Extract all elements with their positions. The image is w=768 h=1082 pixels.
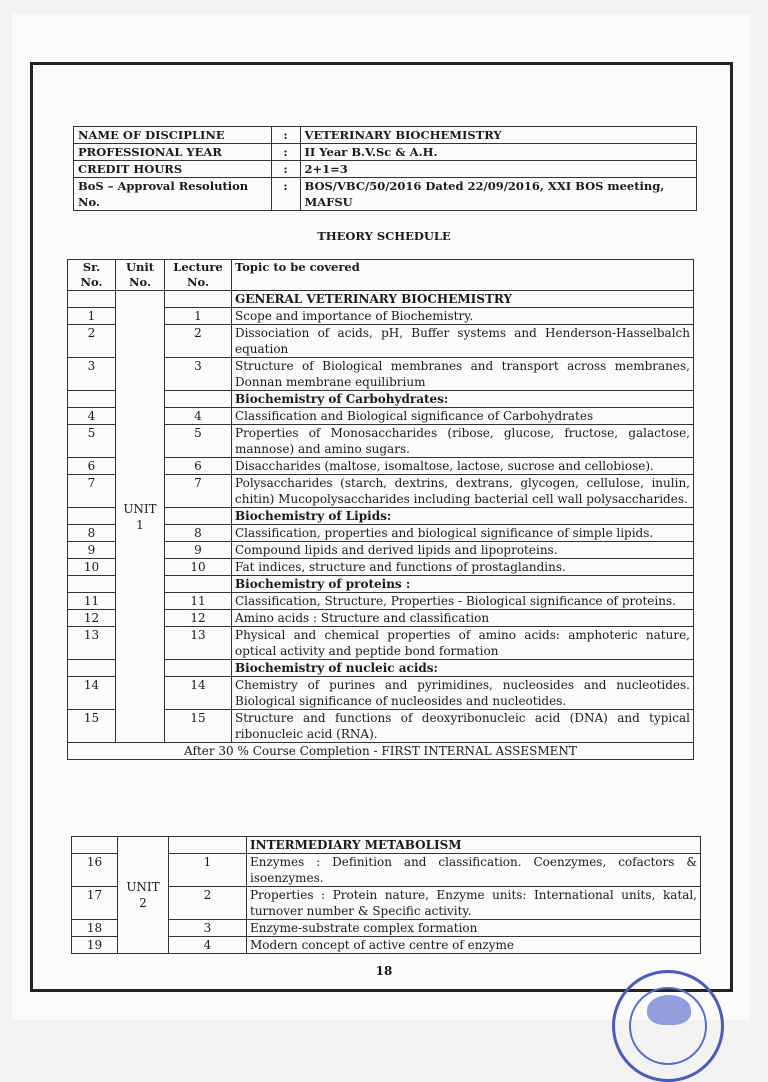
lecture-no-cell: 2 (169, 887, 247, 920)
sr-no-cell (68, 660, 116, 677)
sr-no-cell: 4 (68, 408, 116, 425)
sr-no-cell: 13 (68, 627, 116, 660)
section-heading-row (72, 837, 701, 854)
lecture-no-cell (165, 291, 232, 308)
info-colon: : (271, 161, 300, 178)
topic-cell: Polysaccharides (starch, dextrins, dextrans, glycogen, cellulose, inulin, chitin) Mucopolysaccharides including bacterial cell wall polysaccharides. (232, 475, 694, 508)
header-lecture-no: Lecture No. (165, 260, 232, 291)
topic-cell: Classification, Structure, Properties - Biological significance of proteins. (232, 593, 694, 610)
info-row (74, 127, 697, 144)
lecture-no-cell: 3 (169, 920, 247, 937)
topic-cell: Amino acids : Structure and classification (232, 610, 694, 627)
info-colon: : (271, 178, 300, 211)
seal-emblem (647, 995, 691, 1025)
topic-cell: Enzyme-substrate complex formation (247, 920, 701, 937)
internal-assessment-note: After 30 % Course Completion - FIRST INTERNAL ASSESMENT (68, 743, 694, 760)
sr-no-cell: 11 (68, 593, 116, 610)
lecture-no-cell (165, 391, 232, 408)
lecture-no-cell (169, 837, 247, 854)
discipline-info-table (73, 126, 697, 211)
sr-no-cell: 2 (68, 325, 116, 358)
info-row (74, 161, 697, 178)
topic-cell: Chemistry of purines and pyrimidines, nucleosides and nucleotides. Biological significance of nucleosides and nucleotides. (232, 677, 694, 710)
lecture-no-cell: 15 (165, 710, 232, 743)
lecture-no-cell: 1 (169, 854, 247, 887)
lecture-no-cell: 2 (165, 325, 232, 358)
lecture-no-cell (165, 576, 232, 593)
topic-cell: Properties : Protein nature, Enzyme units: International units, katal, turnover number & Specific activity. (247, 887, 701, 920)
sr-no-cell: 7 (68, 475, 116, 508)
lecture-no-cell (165, 660, 232, 677)
lecture-no-cell: 11 (165, 593, 232, 610)
lecture-no-cell: 13 (165, 627, 232, 660)
sr-no-cell (68, 291, 116, 308)
lecture-no-cell: 7 (165, 475, 232, 508)
info-label: BoS – Approval Resolution No. (74, 178, 272, 211)
topic-cell: Classification and Biological significance of Carbohydrates (232, 408, 694, 425)
internal-assessment-row (68, 743, 694, 760)
sr-no-cell: 10 (68, 559, 116, 576)
header-topic: Topic to be covered (232, 260, 694, 291)
sr-no-cell: 14 (68, 677, 116, 710)
intermediary-metabolism-table (71, 836, 701, 954)
lecture-no-cell: 6 (165, 458, 232, 475)
section-heading-row (68, 291, 694, 308)
topic-cell: Structure and functions of deoxyribonucleic acid (DNA) and typical ribonucleic acid (RNA). (232, 710, 694, 743)
header-unit-no: Unit No. (116, 260, 165, 291)
topic-cell: Dissociation of acids, pH, Buffer systems and Henderson-Hasselbalch equation (232, 325, 694, 358)
sr-no-cell (68, 508, 116, 525)
schedule-title: THEORY SCHEDULE (317, 229, 451, 243)
lecture-no-cell: 3 (165, 358, 232, 391)
section-heading: INTERMEDIARY METABOLISM (247, 837, 701, 854)
section-heading: Biochemistry of proteins : (232, 576, 694, 593)
table-header-row (68, 260, 694, 291)
lecture-no-cell: 9 (165, 542, 232, 559)
sr-no-cell: 16 (72, 854, 118, 887)
sr-no-cell: 12 (68, 610, 116, 627)
header-sr-no: Sr. No. (68, 260, 116, 291)
topic-cell: Classification, properties and biological significance of simple lipids. (232, 525, 694, 542)
sr-no-cell: 3 (68, 358, 116, 391)
topic-cell: Structure of Biological membranes and transport across membranes, Donnan membrane equilibrium (232, 358, 694, 391)
lecture-no-cell: 4 (165, 408, 232, 425)
sr-no-cell (72, 837, 118, 854)
info-label: PROFESSIONAL YEAR (74, 144, 272, 161)
section-heading: Biochemistry of Carbohydrates: (232, 391, 694, 408)
sr-no-cell: 8 (68, 525, 116, 542)
topic-cell: Properties of Monosaccharides (ribose, glucose, fructose, galactose, mannose) and amino sugars. (232, 425, 694, 458)
info-value: 2+1=3 (300, 161, 696, 178)
info-value: VETERINARY BIOCHEMISTRY (300, 127, 696, 144)
info-row (74, 144, 697, 161)
lecture-no-cell: 12 (165, 610, 232, 627)
info-value: BOS/VBC/50/2016 Dated 22/09/2016, XXI BOS meeting, MAFSU (300, 178, 696, 211)
sr-no-cell (68, 576, 116, 593)
university-seal-icon (612, 970, 724, 1082)
topic-cell: Fat indices, structure and functions of prostaglandins. (232, 559, 694, 576)
info-label: NAME OF DISCIPLINE (74, 127, 272, 144)
unit-cell: UNIT 2 (118, 837, 169, 954)
page-number: 18 (375, 964, 393, 978)
sr-no-cell: 17 (72, 887, 118, 920)
info-value: II Year B.V.Sc & A.H. (300, 144, 696, 161)
sr-no-cell: 5 (68, 425, 116, 458)
sr-no-cell: 19 (72, 937, 118, 954)
lecture-no-cell: 14 (165, 677, 232, 710)
lecture-no-cell: 4 (169, 937, 247, 954)
section-heading: GENERAL VETERINARY BIOCHEMISTRY (232, 291, 694, 308)
sr-no-cell: 6 (68, 458, 116, 475)
theory-schedule-table (67, 259, 694, 760)
topic-cell: Scope and importance of Biochemistry. (232, 308, 694, 325)
info-colon: : (271, 144, 300, 161)
lecture-no-cell: 10 (165, 559, 232, 576)
section-heading: Biochemistry of nucleic acids: (232, 660, 694, 677)
sr-no-cell: 9 (68, 542, 116, 559)
topic-cell: Modern concept of active centre of enzyme (247, 937, 701, 954)
sr-no-cell: 18 (72, 920, 118, 937)
info-row (74, 178, 697, 211)
topic-cell: Compound lipids and derived lipids and lipoproteins. (232, 542, 694, 559)
sr-no-cell (68, 391, 116, 408)
topic-cell: Disaccharides (maltose, isomaltose, lactose, sucrose and cellobiose). (232, 458, 694, 475)
sr-no-cell: 1 (68, 308, 116, 325)
topic-cell: Physical and chemical properties of amino acids: amphoteric nature, optical activity and peptide bond formation (232, 627, 694, 660)
sr-no-cell: 15 (68, 710, 116, 743)
lecture-no-cell: 1 (165, 308, 232, 325)
topic-cell: Enzymes : Definition and classification. Coenzymes, cofactors & isoenzymes. (247, 854, 701, 887)
section-heading: Biochemistry of Lipids: (232, 508, 694, 525)
lecture-no-cell: 8 (165, 525, 232, 542)
info-label: CREDIT HOURS (74, 161, 272, 178)
lecture-no-cell (165, 508, 232, 525)
info-colon: : (271, 127, 300, 144)
lecture-no-cell: 5 (165, 425, 232, 458)
unit-cell: UNIT 1 (116, 291, 165, 743)
